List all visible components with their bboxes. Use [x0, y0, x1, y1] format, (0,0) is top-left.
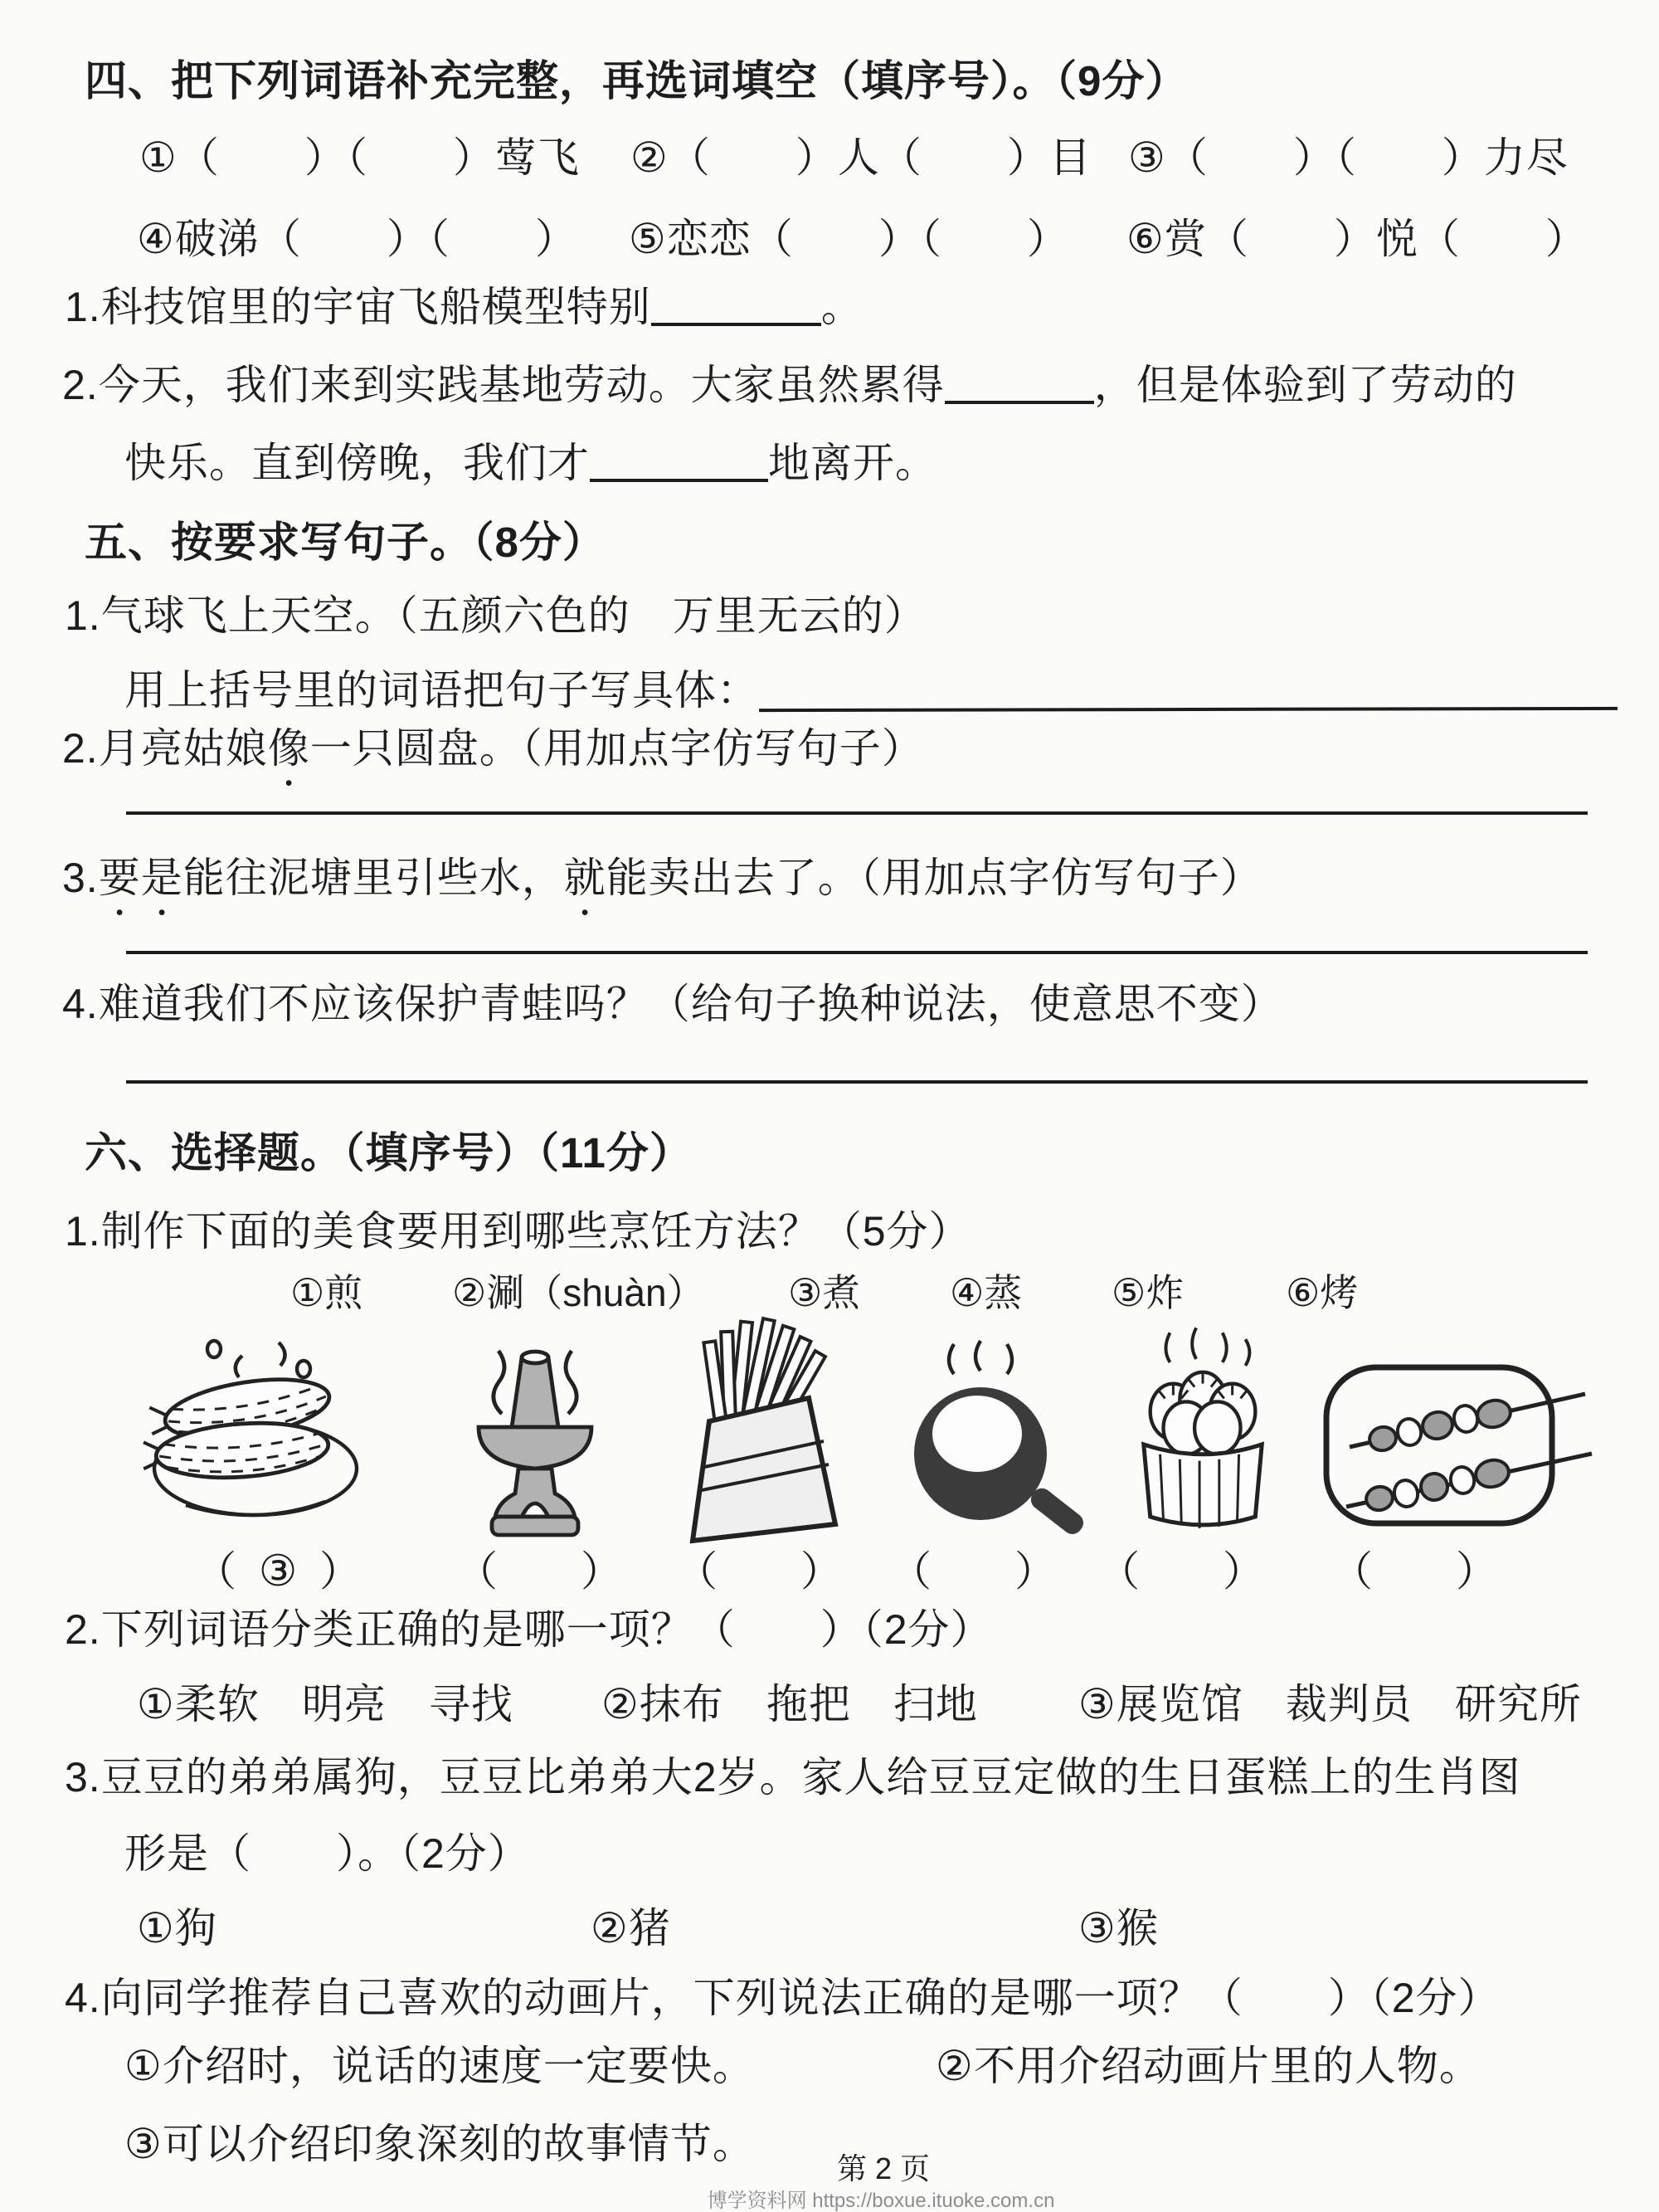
section4-question-2-line2: [124, 430, 937, 490]
section5-question-1-prompt: [124, 657, 1618, 717]
hotpot-image: [452, 1334, 618, 1547]
q2-option-2: ②抹布 拖把 扫地: [601, 1681, 978, 1727]
section4-heading: 四、把下列词语补充完整，再选词填空（填序号）。（9分）: [85, 57, 1189, 105]
prompt-text: 用上括号里的词语把句子写具体：: [124, 667, 759, 714]
q2-option-1: ①柔软 明亮 寻找: [137, 1681, 513, 1727]
section6-heading: 六、选择题。（填序号）（11分）: [85, 1129, 693, 1177]
answer-write-line: [759, 665, 1618, 712]
section6-question-3-line1: 3.豆豆的弟弟属狗，豆豆比弟弟大2岁。家人给豆豆定做的生日蛋糕上的生肖图: [65, 1754, 1521, 1800]
section6-question-2: 2.下列词语分类正确的是哪一项？（ ）（2分）: [65, 1606, 993, 1653]
food-answer-bracket-4: [890, 1538, 1056, 1598]
steamed-buns-image: [1124, 1326, 1282, 1543]
food-answer-bracket-6: [1331, 1538, 1497, 1598]
question-text: 1.科技馆里的宇宙飞船模型特别: [65, 284, 651, 330]
food-answer-bracket-3: [676, 1538, 842, 1598]
word-item-3: ③（ ）（ ）力尽: [1128, 134, 1569, 181]
cooking-method-1: ①煎: [290, 1271, 363, 1314]
q4-option-3: ③可以介绍印象深刻的故事情节。: [124, 2121, 755, 2167]
fill-blank: [945, 358, 1094, 405]
question-text: ，但是体验到了劳动的: [1093, 362, 1517, 408]
word-item-6: ⑥赏（ ）悦（ ）: [1126, 216, 1588, 262]
food-answer-bracket-2: [456, 1538, 622, 1598]
q4-option-1: ①介绍时，说话的速度一定要快。: [124, 2043, 755, 2089]
dotted-chars: 要是: [98, 855, 183, 901]
dotted-char: 就: [563, 855, 606, 901]
french-fries-image: [659, 1315, 850, 1547]
cooking-method-2: ②涮（shuàn）: [452, 1271, 705, 1314]
question-text: 。: [820, 284, 864, 330]
section6-question-3-line2: 形是（ ）。（2分）: [124, 1830, 530, 1877]
paren: ）: [1456, 1548, 1497, 1595]
food-answer-bracket-5: [1098, 1538, 1264, 1598]
paren: ）: [1223, 1548, 1264, 1595]
kebab-skewers-image: [1306, 1354, 1597, 1537]
q2-option-3: ③展览馆 裁判员 研究所: [1078, 1681, 1582, 1727]
paren: （: [1331, 1548, 1373, 1595]
paren: ）: [800, 1548, 842, 1595]
question-text: 地离开。: [768, 440, 937, 486]
paren: ）: [319, 1548, 361, 1595]
section5-question-1: 1.气球飞上天空。（五颜六色的 万里无云的）: [65, 592, 927, 639]
question-text: 能往泥塘里引些水，: [182, 855, 564, 901]
q3-option-2: ②猪: [591, 1905, 671, 1951]
watermark-text: 博学资料网 https://boxue.ituoke.com.cn: [707, 2190, 1055, 2212]
word-item-2: ②（ ）人（ ）目: [630, 134, 1092, 181]
page-number: 第 2 页: [836, 2151, 931, 2185]
cooking-method-3: ③煮: [788, 1271, 861, 1314]
answer-write-line: [126, 811, 1588, 815]
corn-image: [139, 1329, 372, 1537]
dotted-char: 像: [267, 725, 310, 772]
cooking-method-6: ⑥烤: [1286, 1271, 1359, 1314]
paren: ）: [581, 1548, 622, 1595]
section4-question-1: [65, 274, 864, 334]
section5-question-3: [62, 845, 1262, 924]
q3-option-3: ③猴: [1078, 1905, 1159, 1951]
fried-egg-image: [888, 1337, 1087, 1537]
section5-question-4: 4.难道我们不应该保护青蛙吗？（给句子换种说法，使意思不变）: [62, 981, 1283, 1027]
question-text: 3.: [62, 855, 99, 901]
word-item-5: ⑤恋恋（ ）（ ）: [629, 216, 1069, 262]
bracket-answer: ③: [258, 1547, 298, 1596]
paren: （: [890, 1548, 932, 1595]
question-text: 2.今天，我们来到实践基地劳动。大家虽然累得: [62, 362, 945, 408]
question-text: 一只圆盘。（用加点字仿写句子）: [309, 725, 924, 772]
section6-question-1: 1.制作下面的美食要用到哪些烹饪方法？（5分）: [65, 1208, 971, 1255]
q3-option-1: ①狗: [137, 1905, 217, 1951]
fill-blank: [651, 280, 821, 327]
question-text: 快乐。直到傍晚，我们才: [124, 440, 590, 486]
food-answer-bracket-1: [195, 1538, 361, 1598]
section5-question-2: [62, 715, 924, 795]
paren: （: [1098, 1548, 1140, 1595]
fill-blank: [590, 436, 768, 483]
answer-write-line: [126, 951, 1588, 954]
question-text: 2.月亮姑娘: [62, 725, 268, 772]
paren: （: [676, 1548, 718, 1595]
cooking-method-4: ④蒸: [950, 1271, 1023, 1314]
cooking-method-5: ⑤炸: [1112, 1271, 1185, 1314]
section4-question-2-line1: [62, 352, 1517, 412]
paren: （: [195, 1548, 236, 1595]
paren: ）: [1014, 1548, 1056, 1595]
paren: （: [456, 1548, 498, 1595]
answer-write-line: [126, 1080, 1588, 1084]
q4-option-2: ②不用介绍动画片里的人物。: [936, 2043, 1481, 2089]
question-text: 能卖出去了。（用加点字仿写句子）: [606, 855, 1262, 901]
section6-question-4: 4.向同学推荐自己喜欢的动画片，下列说法正确的是哪一项？（ ）（2分）: [65, 1975, 1501, 2021]
word-item-4: ④破涕（ ）（ ）: [137, 216, 577, 262]
section5-heading: 五、按要求写句子。（8分）: [85, 519, 606, 566]
word-item-1: ①（ ）（ ）莺飞: [139, 134, 580, 181]
